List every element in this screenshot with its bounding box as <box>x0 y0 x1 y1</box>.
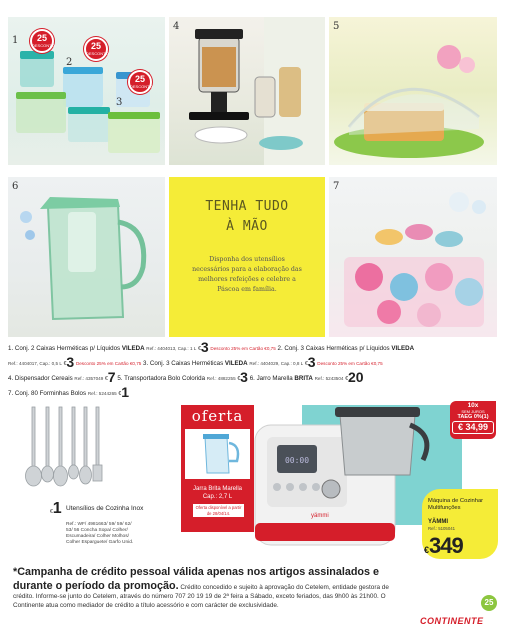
product-brand: BRITA <box>294 375 313 382</box>
product-price: 3 <box>200 339 209 355</box>
credit-count: 10x <box>467 402 479 409</box>
credit-badge <box>450 401 496 439</box>
discount-badge-label: DESCONTO <box>32 43 55 48</box>
svg-text:00:00: 00:00 <box>284 456 310 465</box>
product-name: 6. Jarro Marella <box>249 375 293 382</box>
feature-panel <box>169 177 325 337</box>
discount-badge <box>128 70 152 94</box>
photo-cupcake-cases <box>329 177 497 337</box>
utensils-illustration <box>24 402 104 502</box>
page-number <box>481 595 497 611</box>
product-ref: Ref.: 5243504 <box>314 376 344 381</box>
currency-symbol: € <box>118 391 122 397</box>
brita-jug-icon <box>185 429 250 479</box>
footer-headline-bold: durante o período da promoção. <box>13 580 179 592</box>
discount-badge-value: 25 <box>36 33 47 43</box>
footer-headline <box>13 566 497 578</box>
utensils-title: Utensílios de Cozinha Inox <box>66 505 144 512</box>
robot-price <box>424 533 463 559</box>
oferta-note: Oferta disponível a partir de 28/04/14. <box>193 504 244 517</box>
currency-symbol: € <box>105 376 108 382</box>
currency-symbol: € <box>198 346 201 352</box>
product-ref: Ref.: 5244265 <box>87 391 117 396</box>
footer-terms-start: Crédito concedido e sujeito à aprovação do Cetelem, entidade gestora de <box>178 584 389 591</box>
currency-symbol: € <box>345 376 348 382</box>
product-ref: Ref.: 4404017, Cap.: 0,5 L <box>8 361 62 366</box>
product-brand: VILEDA <box>121 345 145 352</box>
discount-badge <box>84 37 108 61</box>
utensils-price <box>50 500 62 518</box>
photo-number: 1 <box>12 35 19 46</box>
credit-taeg: TAEG 0%(1) <box>457 414 489 420</box>
product-price: 1 <box>121 384 129 400</box>
photo-number: 2 <box>66 57 73 68</box>
product-name: 2. Conj. 3 Caixas Herméticas p/ Líquidos <box>277 345 390 352</box>
currency-symbol: € <box>424 545 430 555</box>
credit-sub: SEM JUROS <box>461 409 485 414</box>
robot-ref: Ref.: 5105041 <box>428 526 455 531</box>
product-price: 3 <box>307 354 316 370</box>
cupcake-cases-illustration <box>329 177 497 337</box>
currency-symbol: € <box>237 376 241 382</box>
water-jug-illustration <box>8 177 165 337</box>
product-line-4 <box>8 384 129 400</box>
continente-wordmark: CONTINENTE <box>420 616 484 626</box>
photo-number: 3 <box>116 97 123 108</box>
product-line-3 <box>8 369 364 385</box>
oferta-desc: Jarra Brita Marella Cap.: 2,7 L <box>192 486 242 500</box>
feature-title <box>169 197 325 237</box>
photo-cake-carrier <box>329 17 497 165</box>
feature-title-line2: À MÃO <box>226 219 268 234</box>
credit-amount: € 34,99 <box>452 421 494 434</box>
product-promo: Desconto 25% em Cartão €0,75 <box>210 346 276 351</box>
photo-storage-boxes <box>8 17 165 165</box>
discount-badge-label: DESCONTO <box>86 51 109 56</box>
product-name: 3. Conj. 3 Caixas Herméticas <box>143 360 224 367</box>
currency-symbol: € <box>63 361 67 367</box>
product-brand: VILEDA <box>224 360 248 367</box>
footer-terms-line4: Continente atua como mediador de crédito a título acessório e com carácter de exclusividade. <box>13 602 279 609</box>
product-promo: Desconto 25% em Cartão €0,75 <box>75 361 142 366</box>
product-promo: Desconto 25% em Cartão €0,75 <box>317 361 383 366</box>
discount-badge <box>30 29 54 53</box>
product-line-1 <box>8 339 415 355</box>
footer-headline-line1: *Campanha de crédito pessoal válida apenas nos artigos assinalados e <box>13 566 380 578</box>
product-line-2 <box>8 354 383 370</box>
product-name: 7. Conj. 80 Forminhas Bolos <box>8 390 87 397</box>
product-price: 3 <box>66 354 75 370</box>
photo-number: 5 <box>333 21 340 32</box>
product-name: 5. Transportadora Bolo Colorida <box>117 375 206 382</box>
robot-price-tag <box>422 489 498 559</box>
robot-price-value: 349 <box>429 533 463 558</box>
currency-symbol: € <box>304 361 308 367</box>
photo-number: 6 <box>12 181 19 192</box>
product-ref: Ref.: 4882255 <box>206 376 236 381</box>
product-ref: Ref.: 4357049 <box>74 376 104 381</box>
photo-number: 4 <box>173 21 180 32</box>
product-brand: VILEDA <box>391 345 415 352</box>
feature-title-line1: TENHA TUDO <box>205 199 289 214</box>
discount-badge-value: 25 <box>90 41 101 51</box>
robot-title: Máquina de Cozinhar Multifunções <box>428 498 484 511</box>
robot-brand: YÄMMI <box>428 519 448 525</box>
cake-carrier-illustration <box>329 17 497 165</box>
feature-body: Disponha dos utensílios necessários para a elaboração das melhores refeições e celebre a Páscoa em família. <box>192 256 302 293</box>
product-price: 20 <box>348 369 364 385</box>
oferta-image <box>185 429 250 479</box>
photo-cereal-dispenser <box>169 17 325 165</box>
footer-terms-line3: crédito. Informe-se junto do Cetelem, através do número 707 20 19 19 de 2ª feira a Sábado, exceto feriados, das 9h00 às 21h00. O <box>13 593 386 600</box>
utensils-price-value: 1 <box>52 500 62 517</box>
page-number-value: 25 <box>484 598 494 607</box>
footer-line2 <box>13 579 389 594</box>
photo-number: 7 <box>333 181 340 192</box>
product-ref: Ref.: 4404013, Cap.: 1 L <box>146 346 197 351</box>
robot-brand-mark: yämmi <box>311 513 329 519</box>
product-ref: Ref.: 4404029, Cap.: 0,8 L <box>249 361 304 366</box>
product-name: 4. Dispensador Cereais <box>8 375 73 382</box>
photo-water-jug <box>8 177 165 337</box>
currency-symbol: € <box>50 509 53 515</box>
utensils-desc: Ref.: WF/ 4981663/ 59/ 59/ 62/ 53/ 56 Concha Sopa/ Colher/ Escumadeira/ Colher Molhos/ Colher Esparguete/ Garfo Unid. <box>66 522 134 545</box>
product-price: 7 <box>107 369 116 385</box>
discount-badge-value: 25 <box>134 74 145 84</box>
cereal-dispenser-illustration <box>169 17 325 165</box>
continente-logo <box>420 611 484 629</box>
oferta-label: oferta <box>191 407 244 425</box>
product-price: 3 <box>240 369 248 385</box>
discount-badge-label: DESCONTO <box>130 84 153 89</box>
product-name: 1. Conj. 2 Caixas Herméticas p/ Líquidos <box>8 345 121 352</box>
oferta-box <box>181 405 254 532</box>
